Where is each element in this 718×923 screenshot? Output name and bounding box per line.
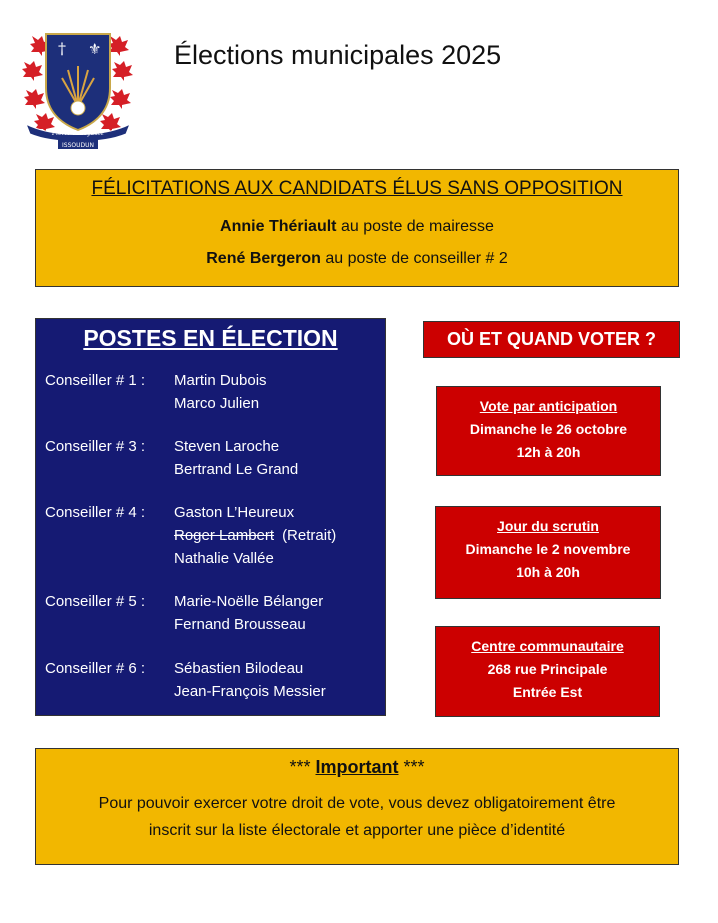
candidate-name: Gaston L’Heureux xyxy=(174,504,295,521)
important-notice-box xyxy=(35,748,679,865)
elected-role: au poste de conseiller # 2 xyxy=(325,250,508,267)
box-hours: 10h à 20h xyxy=(516,564,580,580)
important-title: Important xyxy=(315,757,399,777)
important-text-line: inscrit sur la liste électorale et apporter une pièce d’identité xyxy=(148,822,566,839)
location-box xyxy=(435,626,660,717)
posts-title: POSTES EN ÉLECTION xyxy=(83,325,338,351)
elected-mayor xyxy=(36,218,678,236)
motto-text: Fierté & Loyauté xyxy=(51,130,105,137)
candidate-name: Sébastien Bilodeau xyxy=(174,660,304,677)
stars-left: *** xyxy=(289,757,311,777)
candidate-name: Nathalie Vallée xyxy=(174,550,274,567)
town-name: ISSOUDUN xyxy=(61,142,95,149)
seat-label: Conseiller # 6 : xyxy=(45,660,146,677)
election-day-box xyxy=(435,506,661,599)
where-when-vote-heading: OÙ ET QUAND VOTER ? xyxy=(423,321,680,358)
box-address: 268 rue Principale xyxy=(487,661,608,677)
candidate-name: Marie-Noëlle Bélanger xyxy=(174,593,324,610)
advance-vote-box xyxy=(436,386,661,476)
posts-in-election-box xyxy=(35,318,386,716)
seat-label: Conseiller # 1 : xyxy=(45,372,146,389)
elected-name: René Bergeron xyxy=(206,250,321,267)
candidate-name: Roger Lambert xyxy=(174,527,275,544)
congratulations-box xyxy=(35,169,679,287)
important-heading xyxy=(36,757,678,778)
elected-role: au poste de mairesse xyxy=(340,218,494,235)
important-text-line: Pour pouvoir exercer votre droit de vote, vous devez obligatoirement être xyxy=(98,795,616,812)
candidate-name: Steven Laroche xyxy=(174,438,280,455)
fleur-de-lis-icon: ⚜ xyxy=(88,40,102,58)
box-hours: 12h à 20h xyxy=(516,444,581,460)
withdrawn-note: (Retrait) xyxy=(282,527,337,544)
box-entrance: Entrée Est xyxy=(512,684,583,700)
municipal-coat-of-arms-logo xyxy=(22,28,134,150)
rose-icon xyxy=(71,101,85,115)
page-title: Élections municipales 2025 xyxy=(174,40,502,70)
candidate-name: Bertrand Le Grand xyxy=(174,461,299,478)
candidate-name: Martin Dubois xyxy=(174,372,267,389)
cross-icon: † xyxy=(58,39,66,58)
box-date: Dimanche le 2 novembre xyxy=(465,541,631,557)
box-title: Vote par anticipation xyxy=(479,398,618,414)
elected-name: Annie Thériault xyxy=(220,218,337,235)
candidate-name: Jean-François Messier xyxy=(174,683,326,700)
withdrawn-candidate xyxy=(174,524,336,547)
candidate-name: Fernand Brousseau xyxy=(174,616,306,633)
elected-councillor xyxy=(36,250,678,268)
box-date: Dimanche le 26 octobre xyxy=(469,421,628,437)
box-title: Centre communautaire xyxy=(471,638,624,654)
seat-label: Conseiller # 4 : xyxy=(45,504,146,521)
congratulations-title: FÉLICITATIONS AUX CANDIDATS ÉLUS SANS OPPOSITION xyxy=(91,178,623,199)
seat-label: Conseiller # 5 : xyxy=(45,593,146,610)
box-title: Jour du scrutin xyxy=(497,518,599,534)
seat-label: Conseiller # 3 : xyxy=(45,438,146,455)
candidate-name: Marco Julien xyxy=(174,395,260,412)
stars-right: *** xyxy=(403,757,425,777)
